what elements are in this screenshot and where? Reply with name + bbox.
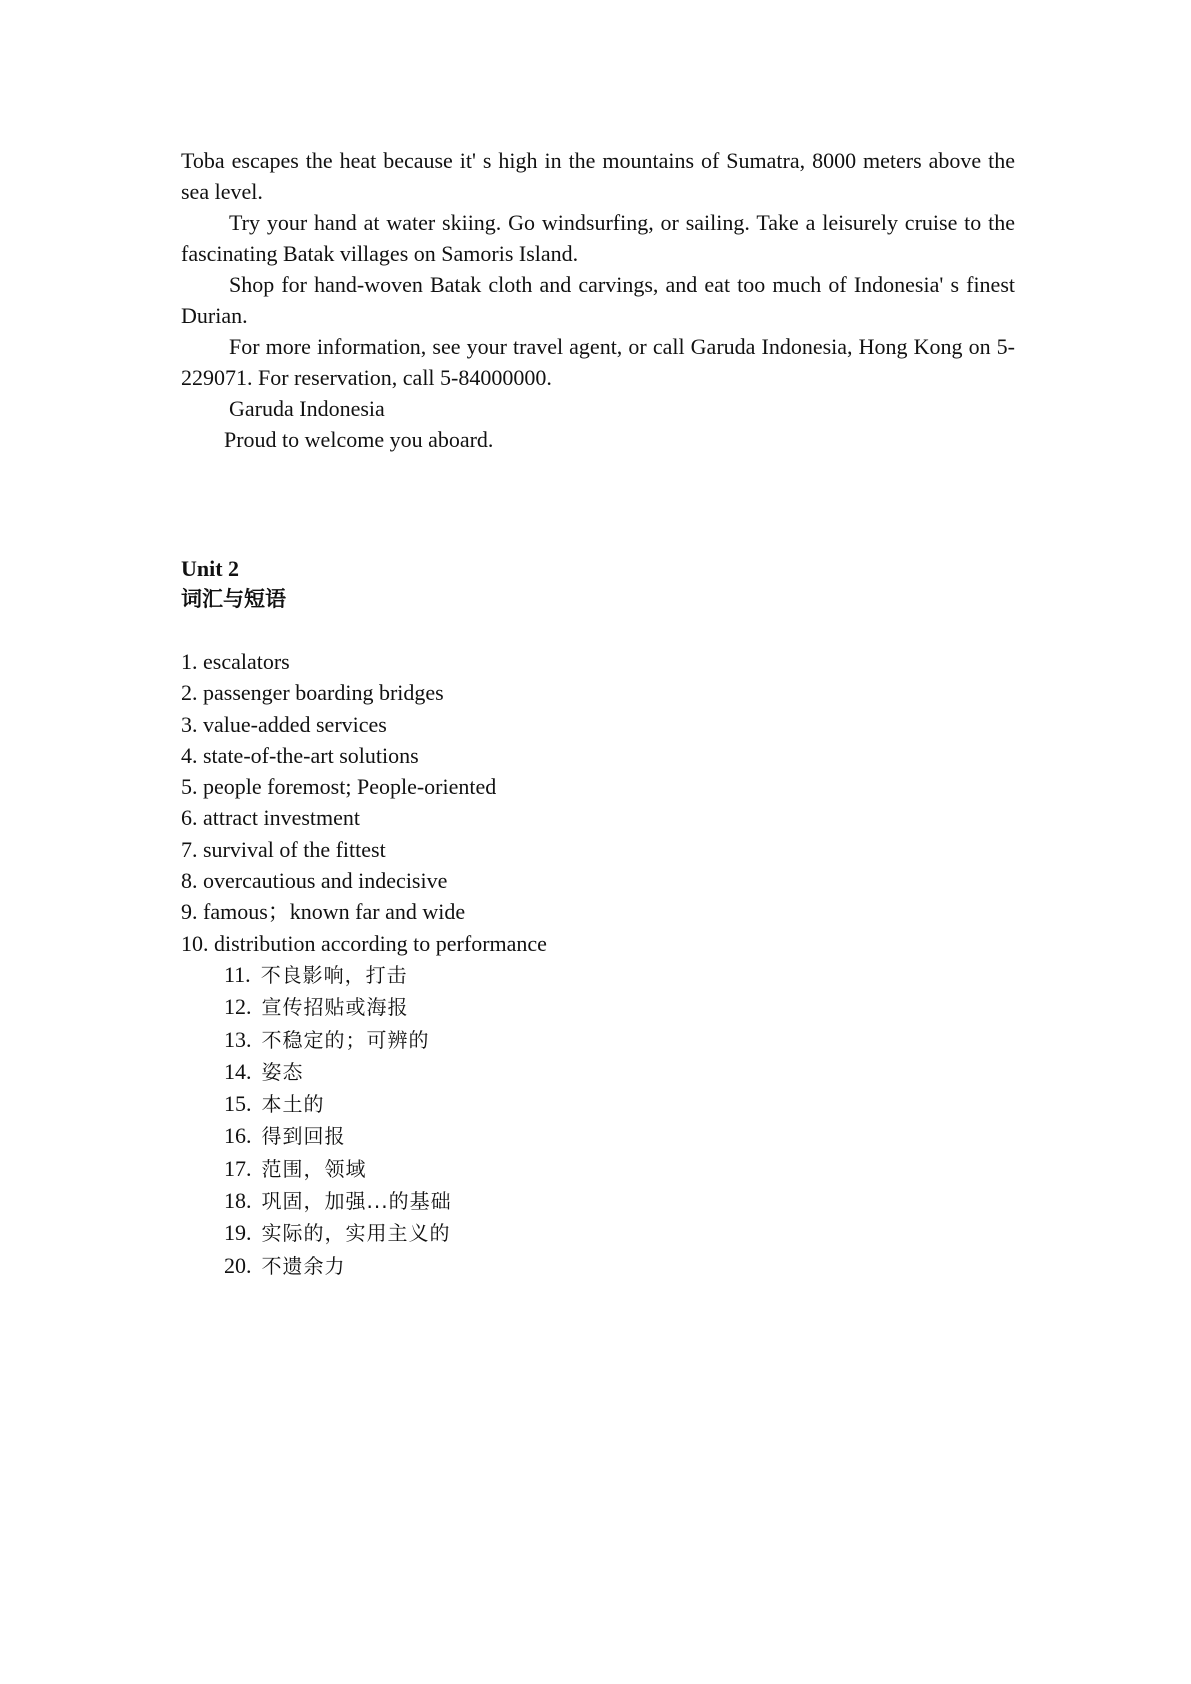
list-item: 10. distribution according to performance	[181, 930, 547, 956]
item-number: 11.	[224, 961, 251, 987]
list-item	[181, 1250, 1015, 1282]
item-number: 13.	[224, 1026, 252, 1052]
list-item	[181, 1185, 1015, 1217]
paragraph-contact: For more information, see your travel agent, or call Garuda Indonesia, Hong Kong on 5-229071. For reservation, call 5-84000000.	[181, 334, 1015, 390]
list-item: 7. survival of the fittest	[181, 836, 386, 862]
item-text: 不遗余力	[261, 1253, 346, 1278]
item-number: 20.	[224, 1252, 252, 1278]
item-number: 18.	[224, 1188, 252, 1214]
item-number: 16.	[224, 1123, 252, 1149]
unit-heading	[181, 553, 1015, 615]
list-item	[181, 1217, 1015, 1249]
list-item	[181, 1120, 1015, 1152]
item-text: 本土的	[261, 1092, 325, 1117]
item-text: 姿态	[261, 1059, 304, 1084]
signature-company: Garuda Indonesia	[229, 396, 385, 421]
list-item: 8. overcautious and indecisive	[181, 868, 448, 894]
paragraph-toba: Toba escapes the heat because it' s high in the mountains of Sumatra, 8000 meters above the sea level.	[181, 148, 1015, 204]
list-item	[181, 1088, 1015, 1120]
list-item	[181, 959, 1015, 991]
list-item	[181, 1153, 1015, 1185]
vocabulary-list	[181, 646, 1015, 1282]
item-text: 范围，领域	[261, 1156, 367, 1181]
list-item: 5. people foremost; People-oriented	[181, 774, 497, 800]
item-number: 12.	[224, 994, 252, 1020]
item-text: 宣传招贴或海报	[261, 995, 409, 1020]
list-item: 6. attract investment	[181, 805, 360, 831]
paragraph-activities: Try your hand at water skiing. Go windsurfing, or sailing. Take a leisurely cruise to the fascinating Batak villages on Samoris Island.	[181, 210, 1015, 266]
signature-slogan: Proud to welcome you aboard.	[224, 427, 494, 452]
unit-title: Unit 2	[181, 556, 240, 581]
list-item	[181, 991, 1015, 1023]
item-number: 14.	[224, 1058, 252, 1084]
item-number: 19.	[224, 1220, 252, 1246]
list-item: 1. escalators	[181, 649, 290, 674]
item-number: 15.	[224, 1091, 252, 1117]
list-item: 9. famous；known far and wide	[181, 899, 466, 925]
list-item: 2. passenger boarding bridges	[181, 680, 444, 706]
item-text: 不良影响，打击	[260, 962, 408, 987]
list-item: 4. state-of-the-art solutions	[181, 742, 419, 768]
item-text: 不稳定的；可辨的	[261, 1027, 430, 1052]
list-item	[181, 1024, 1015, 1056]
list-item	[181, 1056, 1015, 1088]
unit-subtitle: 词汇与短语	[181, 587, 286, 611]
item-text: 实际的，实用主义的	[261, 1221, 451, 1246]
item-text: 巩固，加强...的基础	[261, 1189, 452, 1214]
paragraph-shopping: Shop for hand-woven Batak cloth and carvings, and eat too much of Indonesia' s finest Durian.	[181, 272, 1015, 328]
list-item: 3. value-added services	[181, 711, 387, 737]
item-number: 17.	[224, 1155, 252, 1181]
advertisement-text	[181, 145, 1015, 455]
item-text: 得到回报	[261, 1124, 346, 1149]
